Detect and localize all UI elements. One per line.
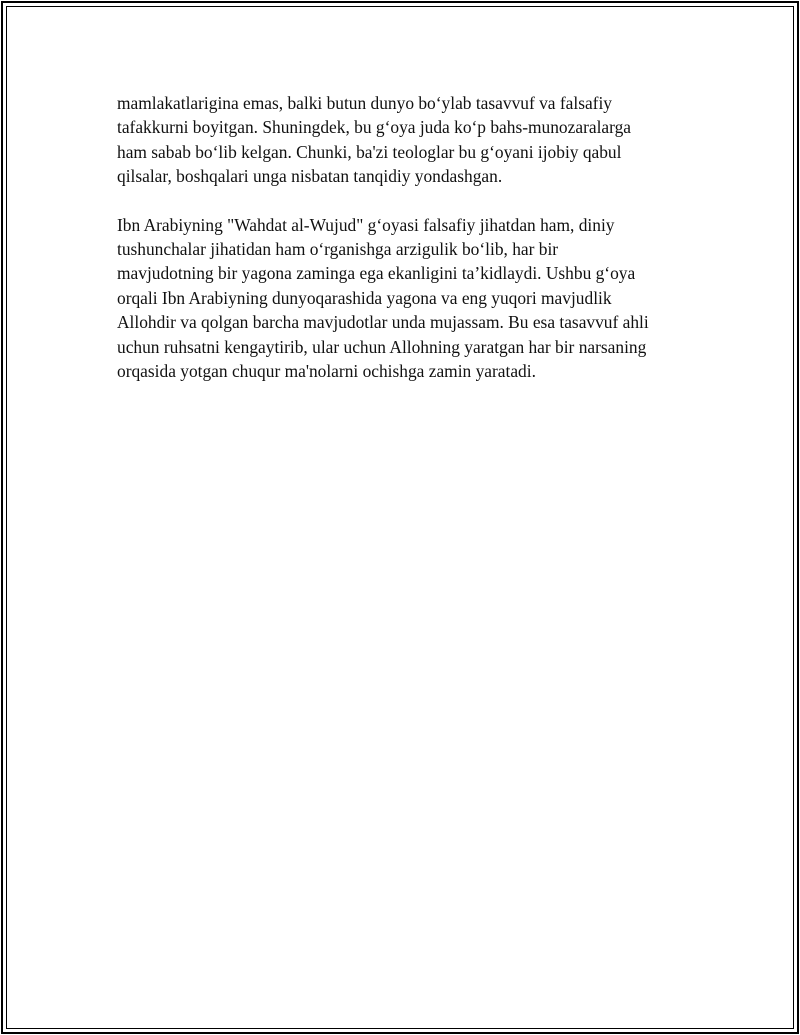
text-line: uchun ruhsatni kengaytirib, ular uchun Allohning yaratgan har bir narsaning: [117, 336, 647, 357]
text-line: Allohdir va qolgan barcha mavjudotlar unda mujassam. Bu esa tasavvuf ahli: [117, 312, 649, 333]
text-line: ham sabab boʻlib kelgan. Chunki, ba'zi teologlar bu gʻoyani ijobiy qabul: [117, 141, 622, 162]
text-line: qilsalar, boshqalari unga nisbatan tanqidiy yondashgan.: [117, 166, 503, 187]
text-line: orqali Ibn Arabiyning dunyoqarashida yagona va eng yuqori mavjudlik: [117, 287, 612, 308]
text-line: mavjudotning bir yagona zaminga ega ekanligini ta’kidlaydi. Ushbu gʻoya: [117, 263, 636, 284]
text-line: orqasida yotgan chuqur ma'nolarni ochishga zamin yaratadi.: [117, 361, 536, 382]
text-line: tafakkurni boyitgan. Shuningdek, bu gʻoya juda koʻp bahs-munozaralarga: [117, 117, 632, 138]
text-line: mamlakatlarigina emas, balki butun dunyo boʻylab tasavvuf va falsafiy: [117, 93, 613, 113]
text-line: tushunchalar jihatidan ham oʻrganishga arzigulik boʻlib, har bir: [117, 239, 559, 260]
paragraph-1: [117, 91, 697, 189]
text-line: Ibn Arabiyning "Wahdat al-Wujud" gʻoyasi falsafiy jihatdan ham, diniy: [117, 214, 615, 235]
document-body: [117, 91, 697, 383]
paragraph-2: [117, 213, 697, 384]
